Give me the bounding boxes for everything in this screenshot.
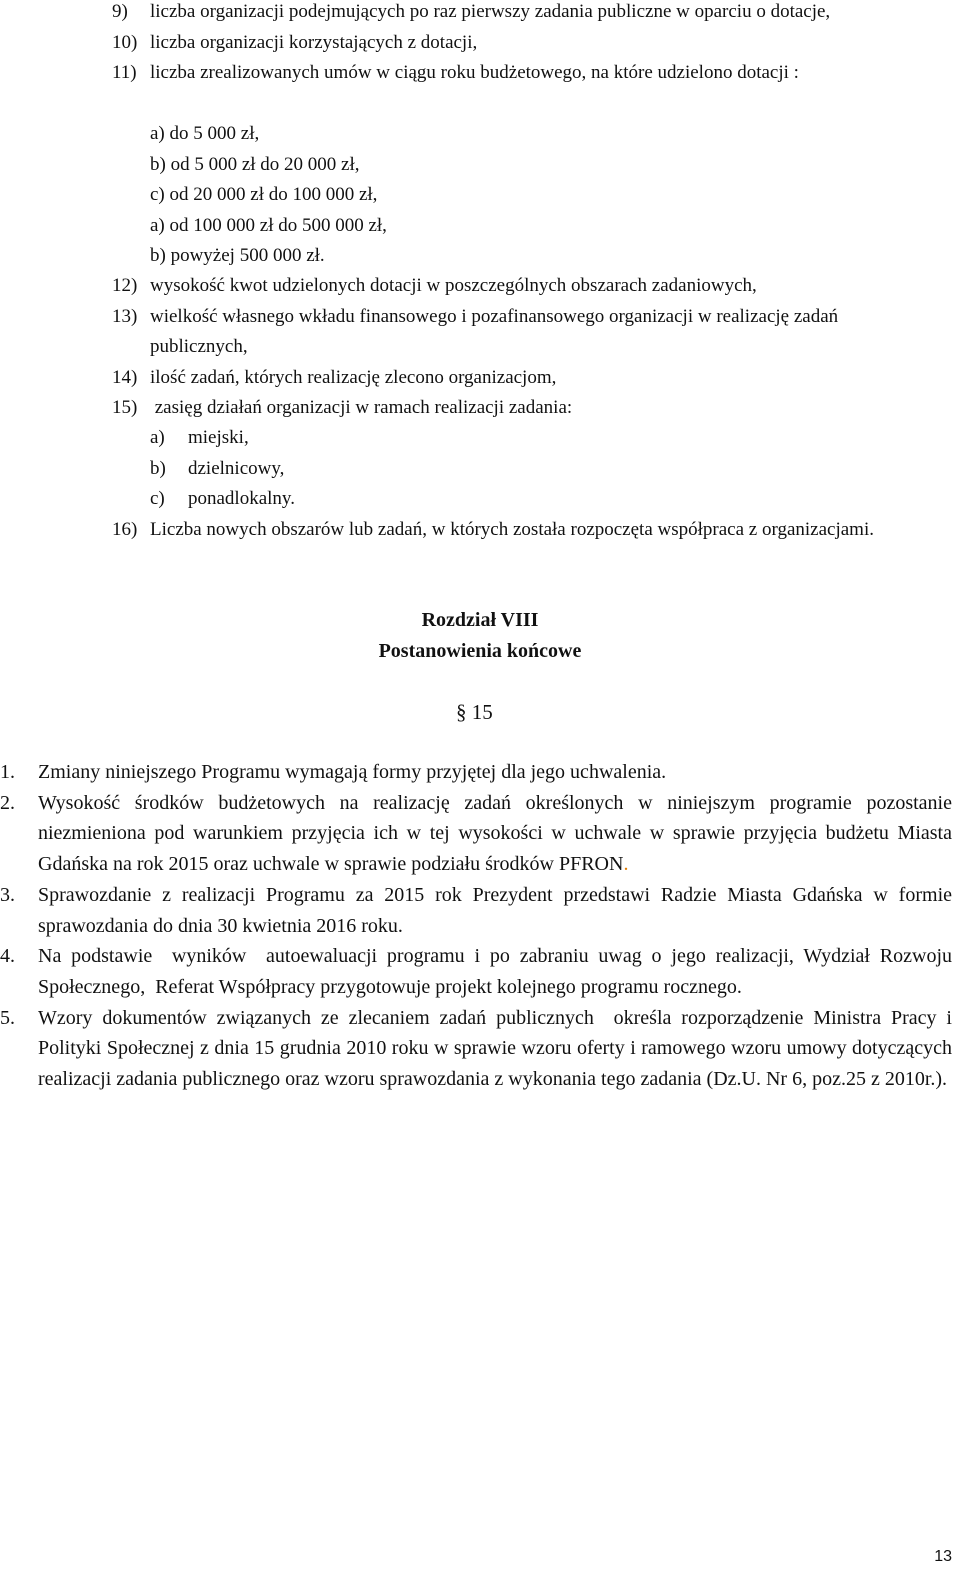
list-number: 14) <box>112 366 138 388</box>
sub-item: c) od 20 000 zł do 100 000 zł, <box>150 184 378 205</box>
provision-text: Wysokość środków budżetowych na realizację zadań określonych w niniejszym programie pozostanie niezmieniona pod warunkiem przyjęcia ich w tej wysokości w uchwale w sprawie przyjęcia budżetu Miasta Gdańska na rok 2015 oraz uchwale w sprawie podziału środków PFRON <box>38 791 952 876</box>
list-items-12-15 <box>112 271 932 424</box>
sub-letter: a) <box>150 427 165 448</box>
provision-number: 1. <box>0 761 15 783</box>
sub-item-text: miejski, <box>188 427 249 448</box>
sub-item: a) od 100 000 zł do 500 000 zł, <box>150 214 387 236</box>
sub-item: a) do 5 000 zł, <box>150 123 260 144</box>
sub-item: b) od 5 000 zł do 20 000 zł, <box>150 153 360 175</box>
list-item-9 <box>112 0 932 28</box>
list-item-text: zasięg działań organizacji w ramach realizacji zadania: <box>150 397 573 418</box>
list-item-text: Liczba nowych obszarów lub zadań, w których została rozpoczęta współpraca z organizacjami. <box>150 519 874 540</box>
list-item-text: liczba zrealizowanych umów w ciągu roku budżetowego, na które udzielono dotacji : <box>150 62 799 83</box>
list-item-15-sublist <box>150 423 750 515</box>
provision-item-5 <box>0 1003 957 1095</box>
list-item-16 <box>112 515 952 546</box>
list-number: 11) <box>112 62 137 83</box>
provision-item-1 <box>0 757 952 788</box>
sub-item <box>150 484 750 515</box>
provision-number: 2. <box>0 791 15 814</box>
provision-number: 3. <box>0 883 15 906</box>
provision-item-4 <box>0 941 957 1002</box>
sub-letter: b) <box>150 457 166 479</box>
list-item-12 <box>112 271 932 302</box>
chapter-number: Rozdział VIII <box>421 609 539 631</box>
provision-text: Sprawozdanie z realizacji Programu za 2015 rok Prezydent przedstawi Radzie Miasta Gdańska w formie sprawozdania do dnia 30 kwietnia 2016 roku. <box>38 883 952 937</box>
provision-text: Na podstawie wyników autoewaluacji programu i po zabraniu uwag o jego realizacji, Wydział Rozwoju Społecznego, Referat Współpracy przygotowuje projekt kolejnego programu rocznego. <box>38 945 957 998</box>
list-number: 12) <box>112 275 138 296</box>
list-item-11 <box>112 58 932 89</box>
provision-text-period: . <box>623 853 629 876</box>
list-item-text: wielkość własnego wkładu finansowego i pozafinansowego organizacji w realizację zadań publicznych, <box>150 305 839 357</box>
list-item-text: liczba organizacji podejmujących po raz pierwszy zadania publiczne w oparciu o dotacje, <box>150 1 831 22</box>
final-provisions-list <box>0 757 957 1095</box>
list-item-text: wysokość kwot udzielonych dotacji w poszczególnych obszarach zadaniowych, <box>150 275 757 296</box>
list-items-9-11 <box>112 0 932 89</box>
sub-item <box>150 423 750 454</box>
list-number: 16) <box>112 519 138 540</box>
provision-item-2 <box>0 788 952 880</box>
list-number: 9) <box>112 1 128 22</box>
list-number: 13) <box>112 305 138 327</box>
provision-text: Zmiany niniejszego Programu wymagają formy przyjętej dla jego uchwalenia. <box>38 761 667 783</box>
list-item-11-sublist <box>150 119 930 272</box>
provision-number: 5. <box>0 1006 15 1029</box>
provision-text: Wzory dokumentów związanych ze zlecaniem zadań publicznych określa rozporządzenie Ministra Pracy i Polityki Społecznej z dnia 15 grudnia 2010 roku w sprawie wzoru oferty i ramowego wzoru umowy dotyczących realizacji zadania publicznego oraz wzoru sprawozdania z wykonania tego zadania (Dz.U. Nr 6, poz.25 z 2010r.). <box>38 1006 957 1091</box>
list-item-text: liczba organizacji korzystających z dotacji, <box>150 31 478 53</box>
chapter-title: Postanowienia końcowe <box>378 640 582 662</box>
sub-letter: c) <box>150 488 165 509</box>
list-item-15 <box>112 393 932 424</box>
provision-number: 4. <box>0 945 15 968</box>
paragraph-mark: § 15 <box>456 700 493 724</box>
provision-item-3 <box>0 880 952 941</box>
provision-text-wrap <box>38 788 952 880</box>
list-number: 15) <box>112 397 138 418</box>
list-item-10 <box>112 28 932 59</box>
sub-item-text: dzielnicowy, <box>188 457 285 479</box>
sub-item-text: ponadlokalny. <box>188 488 295 509</box>
sub-item: b) powyżej 500 000 zł. <box>150 245 325 266</box>
page-number: 13 <box>934 1548 952 1565</box>
list-number: 10) <box>112 31 138 53</box>
sub-item <box>150 454 750 485</box>
list-item-14 <box>112 363 932 394</box>
list-item-13 <box>112 302 932 363</box>
list-item-text: ilość zadań, których realizację zlecono organizacjom, <box>150 366 557 388</box>
